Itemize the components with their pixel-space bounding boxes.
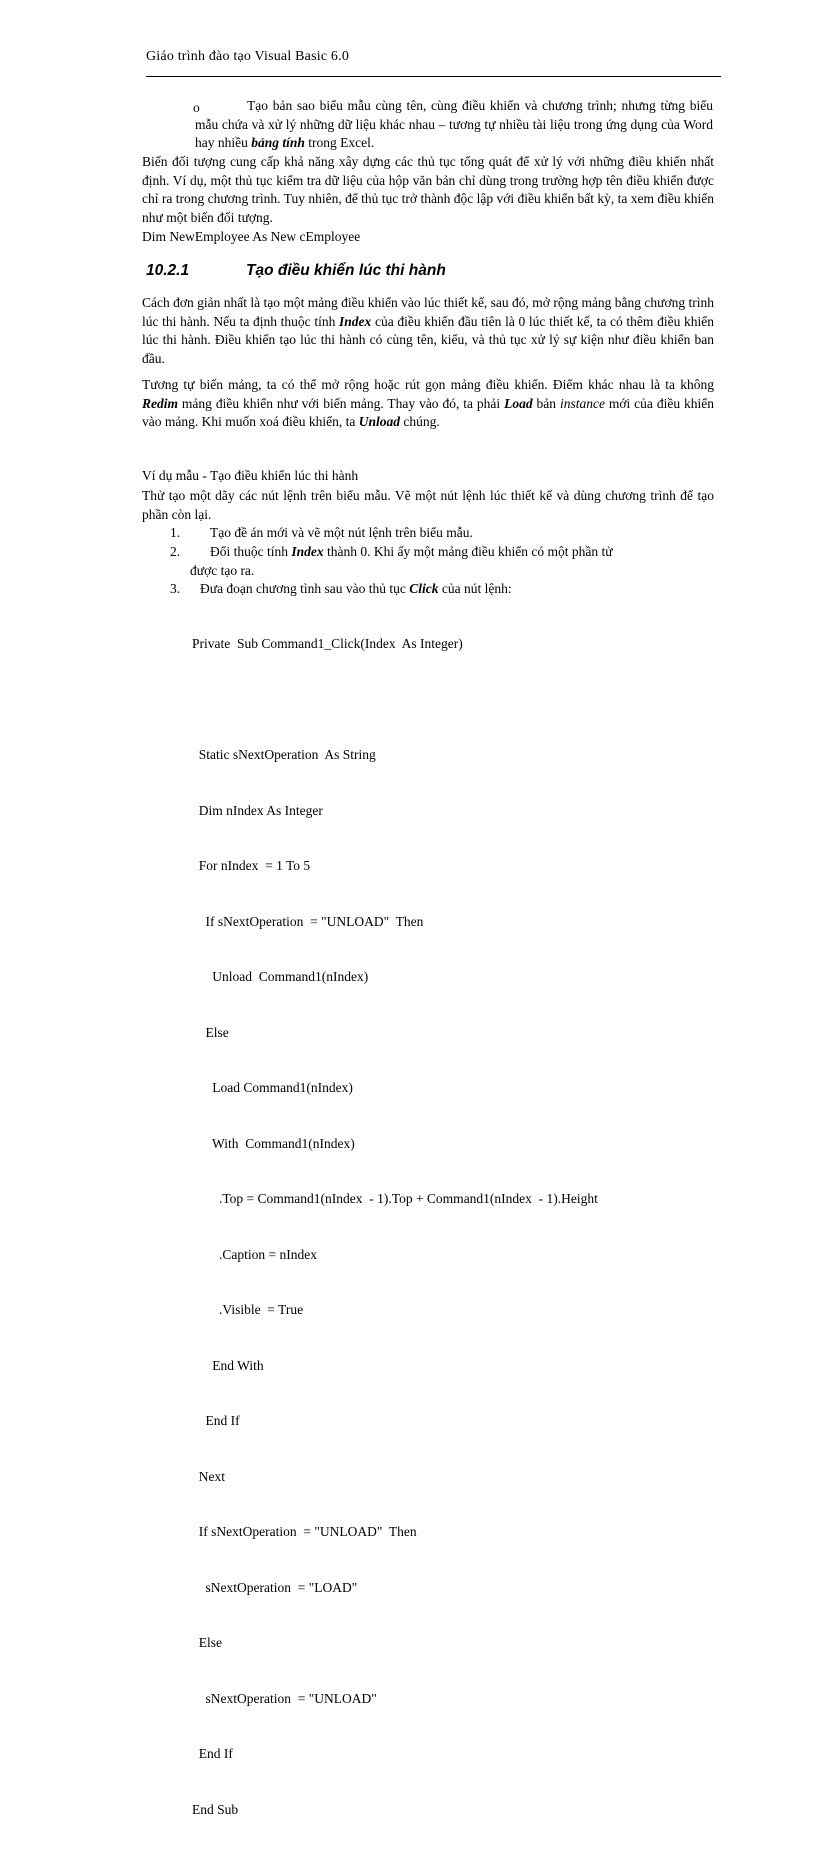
- code-line: Static sNextOperation As String: [192, 747, 376, 762]
- code-line: .Visible = True: [192, 1302, 304, 1317]
- step-2-text-d: được tạo ra.: [190, 562, 255, 578]
- code-line: With Command1(nIndex): [192, 1135, 355, 1151]
- code-line: For nIndex = 1 To 5: [192, 858, 311, 873]
- code-line: End Sub: [192, 1801, 239, 1817]
- bullet-text-post: trong Excel.: [304, 135, 375, 151]
- bullet-marker: o: [193, 100, 200, 115]
- code-line: Dim nIndex As Integer: [192, 802, 323, 818]
- para1-text-a: Cách đơn giản nhất là tạo một mảng điều khiển vào lúc thiết kế, sau đó, mở rộng mảng bằng chương trình lúc thi hành. Nếu ta định thuộc tính: [142, 295, 714, 329]
- step-3-keyword-click: Click: [409, 581, 439, 596]
- code-line: End If: [192, 1413, 240, 1428]
- para1-keyword-index: Index: [339, 313, 372, 329]
- para2-keyword-redim: Redim: [142, 395, 178, 411]
- code-line: Private Sub Command1_Click(Index As Integer): [192, 636, 463, 651]
- para1-text-c: của điều khiển đầu tiên là 0 lúc thiết kế, ta có thêm điều khiển lúc thi hành. Điều khiển tạo lúc thi hành có cùng tên, kiểu, và thủ tục xử lý sự kiện như điều khiển ban đầu.: [142, 313, 715, 366]
- code-line: End If: [192, 1746, 233, 1761]
- code-line: sNextOperation = "UNLOAD": [192, 1690, 377, 1706]
- code-line: Else: [192, 1635, 222, 1650]
- step-1-number: 1.: [170, 525, 181, 540]
- step-2-text-c: thành 0. Khi ấy một mảng điều khiển có một phần tử: [323, 544, 613, 559]
- step-1-text: Tạo đề án mới và vẽ một nút lệnh trên biểu mẫu.: [210, 525, 473, 540]
- code-line: [192, 691, 598, 710]
- para2-text-e: bản: [532, 395, 560, 411]
- section-number: 10.2.1: [146, 262, 190, 279]
- paragraph-control-array: [142, 376, 714, 432]
- para2-keyword-load: Load: [504, 395, 533, 411]
- step-2-text-a: Đổi thuộc tính: [210, 544, 292, 559]
- code-block: [192, 598, 598, 1856]
- para2-text-g: mới của điều khiển vào mảng. Khi muốn xoá điều khiển, ta: [142, 395, 714, 430]
- para2-text-c: mảng điều khiển như với biến mảng. Thay vào đó, ta phải: [178, 395, 505, 411]
- code-line: Next: [192, 1468, 225, 1484]
- para2-text-i: chúng.: [399, 414, 440, 430]
- code-line: If sNextOperation = "UNLOAD" Then: [192, 1524, 417, 1539]
- paragraph-runtime-controls: [142, 294, 714, 368]
- step-3: [170, 580, 714, 599]
- section-heading: [146, 262, 446, 280]
- step-3-text-c: của nút lệnh:: [438, 581, 512, 596]
- code-line: sNextOperation = "LOAD": [192, 1579, 358, 1595]
- code-line: Else: [192, 1024, 229, 1040]
- header-rule: [146, 76, 721, 77]
- dim-statement: Dim NewEmployee As New cEmployee: [142, 229, 361, 244]
- example-intro: Thử tạo một dãy các nút lệnh trên biểu mẫu. Vẽ một nút lệnh lúc thiết kế và dùng chương trình để tạo phần còn lại.: [142, 488, 714, 522]
- bullet-text-bold: bảng tính: [251, 135, 305, 151]
- step-3-number: 3.: [170, 581, 181, 596]
- page-header: Giáo trình đào tạo Visual Basic 6.0: [146, 49, 350, 64]
- step-2: [170, 543, 714, 580]
- para2-text-a: Tương tự biến mảng, ta có thể mở rộng hoặc rút gọn mảng điều khiển. Điểm khác nhau là ta không: [142, 377, 714, 392]
- step-2-keyword-index: Index: [291, 544, 324, 559]
- step-2-number: 2.: [170, 544, 181, 559]
- step-1: [170, 524, 714, 543]
- code-line: .Caption = nIndex: [192, 1246, 317, 1262]
- bullet-text-pre: Tạo bản sao biểu mẫu cùng tên, cùng điều khiển và chương trình; nhưng từng biểu mẫu chứa và xử lý những dữ liệu khác nhau – tương tự nhiều tài liệu trong ứng dụng của Word hay nhiều: [195, 98, 713, 151]
- example-title: Ví dụ mẫu - Tạo điều khiển lúc thi hành: [142, 468, 359, 483]
- para2-keyword-unload: Unload: [358, 414, 400, 430]
- step-3-text-a: Đưa đoạn chương tình sau vào thủ tục: [200, 581, 410, 596]
- section-title: Tạo điều khiển lúc thi hành: [246, 262, 446, 279]
- code-line: Unload Command1(nIndex): [192, 969, 369, 984]
- code-line: If sNextOperation = "UNLOAD" Then: [192, 913, 424, 929]
- code-line: Load Command1(nIndex): [192, 1080, 353, 1095]
- para2-keyword-instance: instance: [559, 395, 605, 411]
- bullet-paragraph: [195, 97, 713, 153]
- code-line: .Top = Command1(nIndex - 1).Top + Command1(nIndex - 1).Height: [192, 1191, 598, 1206]
- code-line: End With: [192, 1357, 264, 1373]
- object-variable-paragraph: Biến đối tượng cung cấp khả năng xây dựng các thủ tục tổng quát để xử lý với những điều khiển nhất định. Ví dụ, một thủ tục kiểm tra dữ liệu của hộp văn bản chỉ dùng trong trường hợp tên điều khiển được chỉ ra trong chương trình. Tuy nhiên, để thủ tục trở thành độc lập với điều khiển bất kỳ, ta xem điều khiển như một biến đối tượng.: [142, 154, 715, 225]
